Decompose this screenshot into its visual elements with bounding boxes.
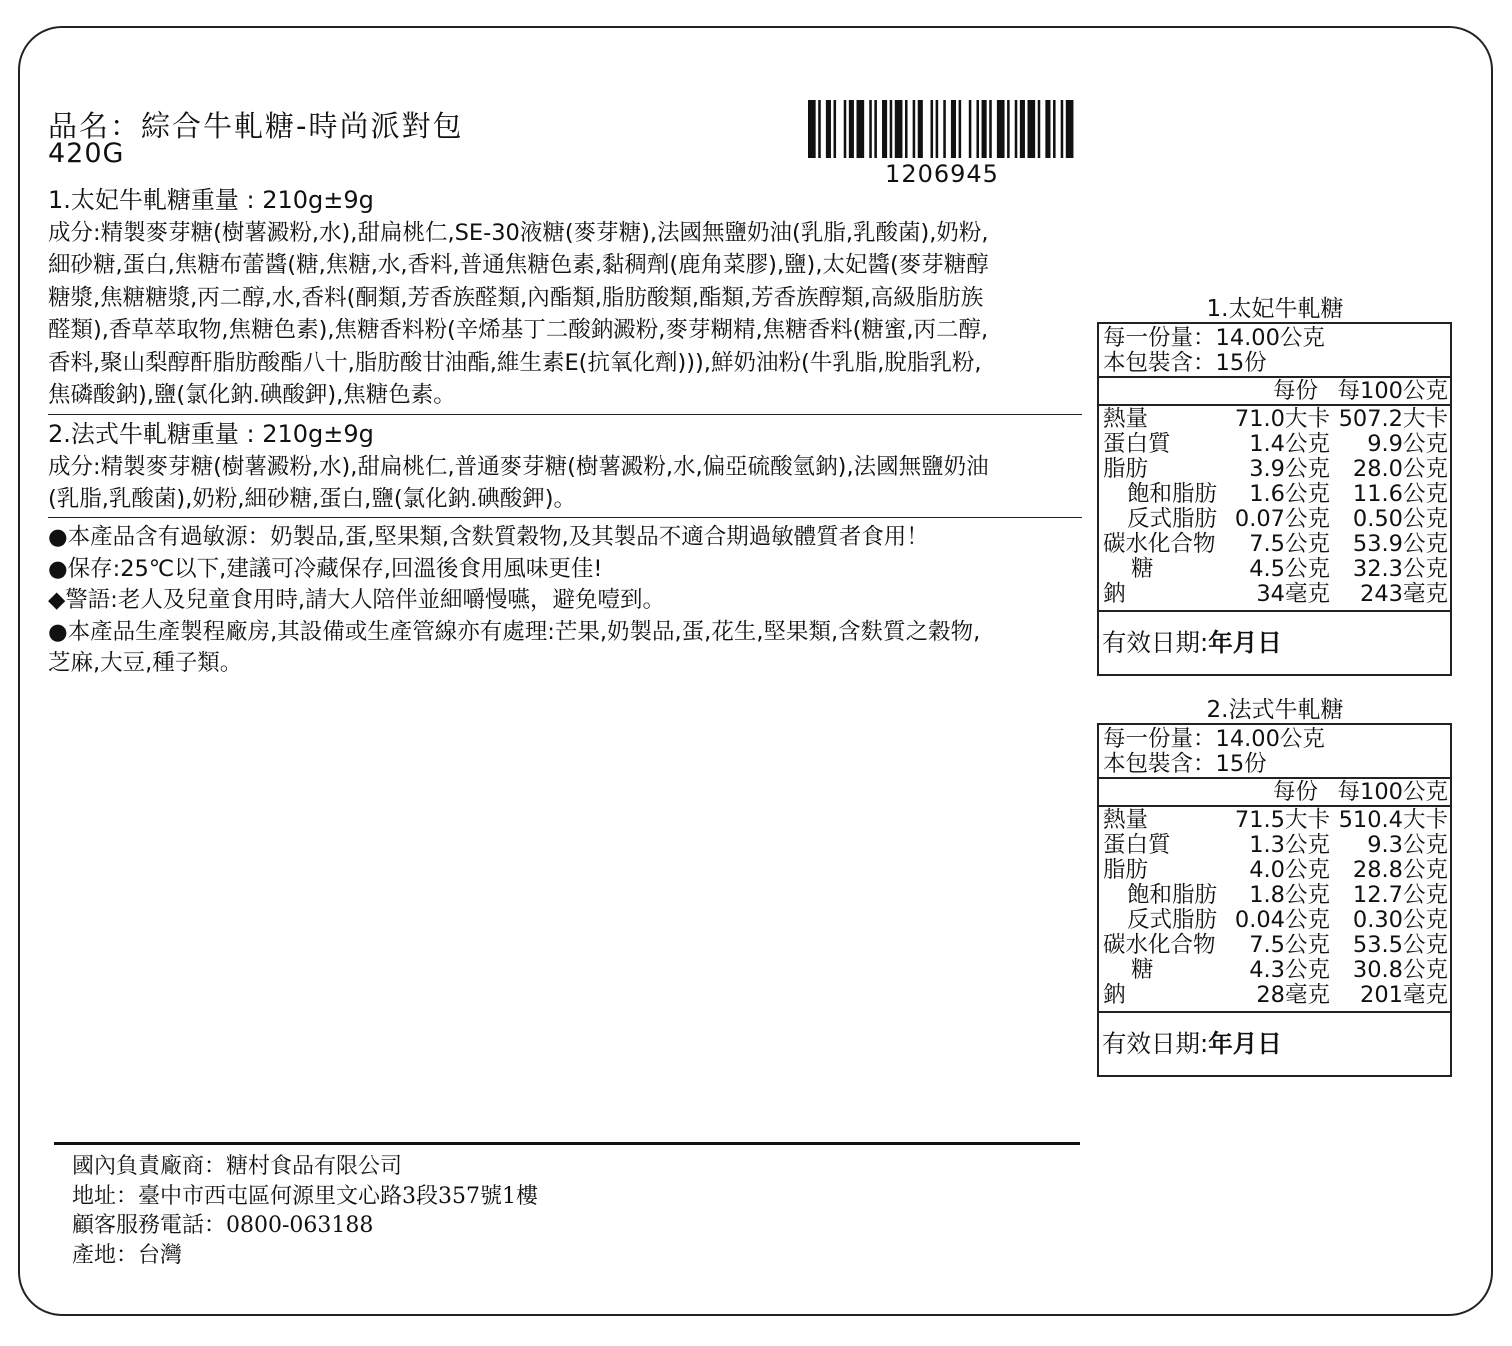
ingredient-line: 焦磷酸鈉),鹽(氯化鈉.碘酸鉀),焦糖色素。 [48,382,456,408]
column-headers [1099,779,1450,807]
serving-size: 每一份量：14.00公克 [1103,325,1325,351]
per-100g-value: 0.50公克 [1352,506,1448,532]
per-serving-value: 4.3公克 [1249,957,1330,983]
section-french-ingredients [48,451,1082,516]
warning-note: ◆警語:老人及兒童食用時,請大人陪伴並細嚼慢嚥，避免噎到。 [48,587,666,613]
per-100g-value: 507.2大卡 [1338,406,1448,432]
nutrient-label: 脂肪 [1103,857,1149,883]
storage-note: ●保存:25℃以下,建議可冷藏保存,回溫後食用風味更佳! [48,555,603,582]
per-100g-value: 12.7公克 [1352,882,1448,908]
barcode-number: 1206945 [885,160,999,188]
nutrient-label: 飽和脂肪 [1127,481,1218,507]
nutrient-row [1103,432,1448,457]
per-100g-value: 243毫克 [1360,581,1448,607]
nutrient-label: 熱量 [1103,807,1149,833]
ingredient-line: 醛類),香草萃取物,焦糖色素),焦糖香料粉(辛烯基丁二酸鈉澱粉,麥芽糊精,焦糖香料(糖蜜,丙二醇, [48,317,989,343]
nutrient-label: 反式脂肪 [1127,506,1218,532]
per-100g-value: 53.5公克 [1352,932,1448,958]
facility-note-line: 芝麻,大豆,種子類。 [48,650,243,676]
allergen-note: ●本產品含有過敏源：奶製品,蛋,堅果類,含麩質穀物,及其製品不適合期過敏體質者食用！ [48,524,929,550]
nutrient-row [1103,808,1448,833]
nutrient-label: 反式脂肪 [1127,907,1218,933]
divider [48,517,1082,518]
col-per-100g: 每100公克 [1337,779,1448,805]
section-french [48,418,1082,516]
manufacturer: 國內負責廠商：糖村食品有限公司 [72,1154,403,1179]
per-serving-value: 0.07公克 [1234,506,1330,532]
nutrient-label: 碳水化合物 [1103,932,1216,958]
ingredient-line: 成分:精製麥芽糖(樹薯澱粉,水),甜扁桃仁,SE-30液糖(麥芽糖),法國無鹽奶油(乳脂,乳酸菌),奶粉, [48,219,989,246]
per-100g-value: 32.3公克 [1352,556,1448,582]
nutrition-title-toffee: 1.太妃牛軋糖 [1206,296,1344,322]
per-100g-value: 11.6公克 [1352,481,1448,507]
per-serving-value: 4.5公克 [1249,556,1330,582]
expiry-date [1099,610,1450,674]
product-name: 品名：綜合牛軋糖-時尚派對包 [48,109,464,143]
nutrient-label: 鈉 [1103,982,1126,1008]
ingredient-line: 香料,聚山梨醇酐脂肪酸酯八十,脂肪酸甘油酯,維生素E(抗氧化劑))),鮮奶油粉(牛乳脂,脫脂乳粉, [48,349,982,376]
nutrient-label: 蛋白質 [1103,832,1171,858]
notes-block [48,522,1082,680]
per-100g-value: 510.4大卡 [1338,807,1448,833]
col-per-serving: 每份 [1272,779,1318,805]
nutrient-row [1103,532,1448,557]
nutrient-row [1103,482,1448,507]
divider [48,414,1082,415]
per-100g-value: 9.9公克 [1367,431,1448,457]
nutrient-row [1103,858,1448,883]
nutrient-rows [1099,406,1450,610]
address: 地址：臺中市西屯區何源里文心路3段357號1樓 [72,1183,538,1209]
company-info [72,1152,538,1270]
per-serving-value: 1.4公克 [1249,431,1330,457]
serving-size: 每一份量：14.00公克 [1103,726,1325,752]
nutrient-row [1103,582,1448,607]
nutrient-label: 蛋白質 [1103,431,1171,457]
nutrient-row [1103,883,1448,908]
section-toffee-heading: 1.太妃牛軋糖重量 : 210g±9g [48,186,374,214]
customer-service-phone: 顧客服務電話：0800-063188 [72,1213,374,1238]
net-weight: 420G [48,138,125,169]
facility-note-line: ●本產品生產製程廠房,其設備或生產管線亦有處理:芒果,奶製品,蛋,花生,堅果類,含麩質之穀物, [48,618,981,645]
per-serving-value: 1.3公克 [1249,832,1330,858]
section-toffee-ingredients [48,217,1082,412]
per-serving-value: 3.9公克 [1249,456,1330,482]
per-serving-value: 4.0公克 [1249,857,1330,883]
per-100g-value: 30.8公克 [1352,957,1448,983]
nutrient-row [1103,407,1448,432]
nutrient-row [1103,933,1448,958]
per-serving-value: 71.0大卡 [1234,406,1330,432]
col-per-100g: 每100公克 [1337,378,1448,404]
footer-divider [54,1142,1080,1145]
per-100g-value: 0.30公克 [1352,907,1448,933]
servings-per-pack: 本包裝含：15份 [1103,751,1267,777]
per-serving-value: 0.04公克 [1234,907,1330,933]
column-headers [1099,378,1450,406]
section-french-heading: 2.法式牛軋糖重量 : 210g±9g [48,420,374,448]
nutrient-label: 鈉 [1103,581,1126,607]
per-serving-value: 34毫克 [1256,581,1330,607]
expiry-value: 年月日 [1208,1029,1282,1058]
ingredient-line: 成分:精製麥芽糖(樹薯澱粉,水),甜扁桃仁,普通麥芽糖(樹薯澱粉,水,偏亞硫酸氫鈉),法國無鹽奶油 [48,453,989,480]
nutrient-row [1103,557,1448,582]
barcode-image [808,100,1076,158]
expiry-label: 有效日期: [1102,1029,1209,1058]
per-100g-value: 28.0公克 [1352,456,1448,482]
per-serving-value: 1.8公克 [1249,882,1330,908]
section-toffee [48,184,1082,412]
expiry-label: 有效日期: [1102,628,1209,657]
col-per-serving: 每份 [1272,378,1318,404]
nutrient-label: 熱量 [1103,406,1149,432]
per-serving-value: 7.5公克 [1249,932,1330,958]
ingredient-line: 糖漿,焦糖糖漿,丙二醇,水,香料(酮類,芳香族醛類,內酯類,脂肪酸類,酯類,芳香族醇類,高級脂肪族 [48,284,984,311]
nutrition-table-french [1097,723,1452,1077]
per-serving-value: 1.6公克 [1249,481,1330,507]
per-serving-value: 28毫克 [1256,982,1330,1008]
nutrient-label: 糖 [1131,556,1154,582]
nutrient-row [1103,983,1448,1008]
nutrient-label: 糖 [1131,957,1154,983]
per-serving-value: 7.5公克 [1249,531,1330,557]
expiry-date [1099,1011,1450,1075]
nutrient-label: 飽和脂肪 [1127,882,1218,908]
per-100g-value: 53.9公克 [1352,531,1448,557]
nutrition-table-toffee [1097,322,1452,676]
serving-info [1099,725,1450,779]
nutrient-row [1103,833,1448,858]
nutrient-row [1103,507,1448,532]
expiry-value: 年月日 [1208,628,1282,657]
nutrition-title-french: 2.法式牛軋糖 [1206,697,1344,723]
ingredient-line: 細砂糖,蛋白,焦糖布蕾醬(糖,焦糖,水,香料,普通焦糖色素,黏稠劑(鹿角菜膠),鹽),太妃醬(麥芽糖醇 [48,252,989,278]
per-100g-value: 9.3公克 [1367,832,1448,858]
nutrient-label: 脂肪 [1103,456,1149,482]
facility-note [48,617,1082,680]
nutrient-label: 碳水化合物 [1103,531,1216,557]
nutrient-row [1103,908,1448,933]
nutrient-row [1103,958,1448,983]
per-serving-value: 71.5大卡 [1234,807,1330,833]
origin: 產地：台灣 [72,1242,183,1268]
nutrient-row [1103,457,1448,482]
servings-per-pack: 本包裝含：15份 [1103,350,1267,376]
ingredient-line: (乳脂,乳酸菌),奶粉,細砂糖,蛋白,鹽(氯化鈉.碘酸鉀)。 [48,486,577,512]
per-100g-value: 201毫克 [1360,982,1448,1008]
serving-info [1099,324,1450,378]
nutrient-rows [1099,807,1450,1011]
per-100g-value: 28.8公克 [1352,857,1448,883]
